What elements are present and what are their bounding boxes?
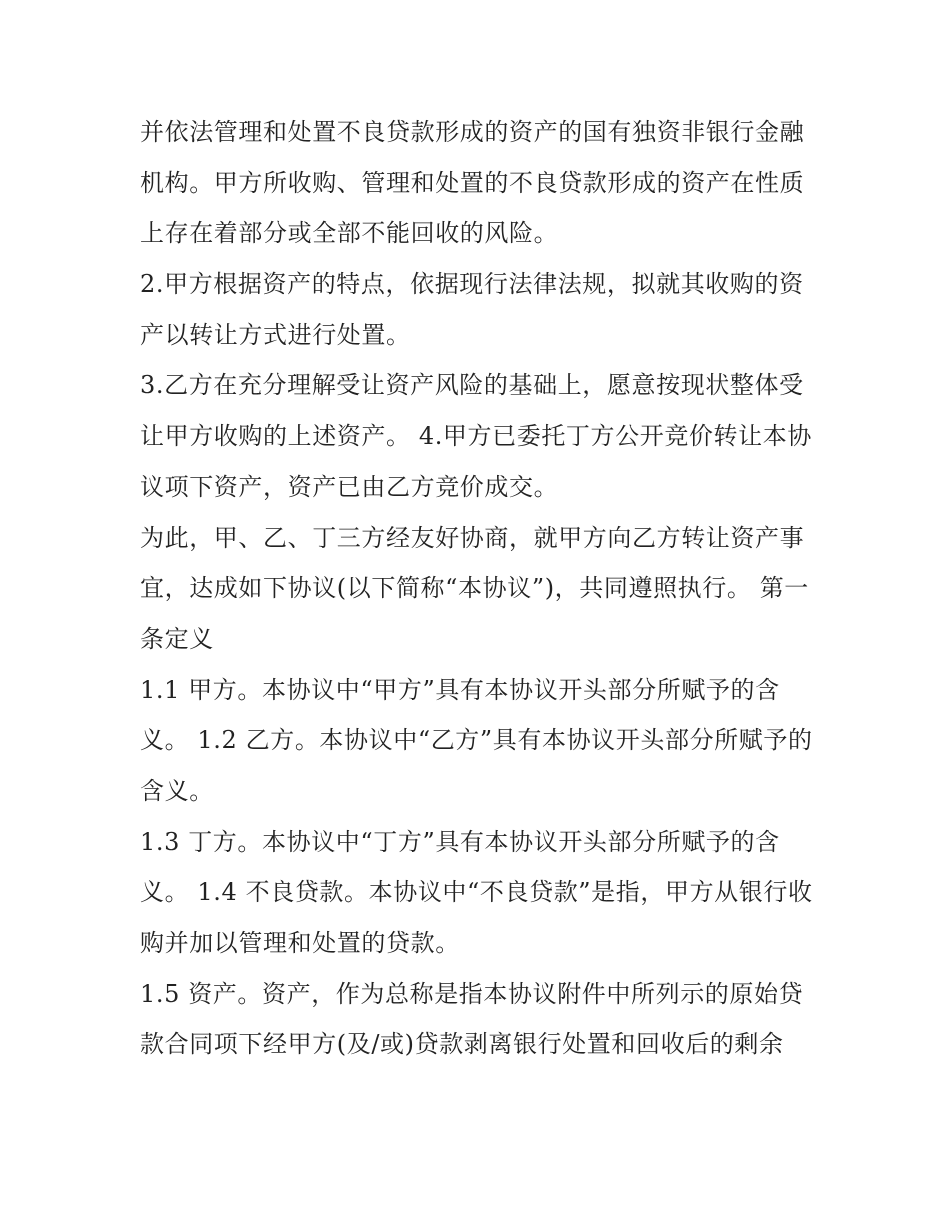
text-line: 款合同项下经甲方(及/或)贷款剥离银行处置和回收后的剩余 xyxy=(140,1030,784,1059)
document-body xyxy=(140,107,820,1070)
text-line: 让甲方收购的上述资产。 4.甲方已委托丁方公开竞价转让本协 xyxy=(140,422,812,451)
text-line: 购并加以管理和处置的贷款。 xyxy=(140,929,460,957)
text-line: 含义。 xyxy=(140,776,214,805)
text-line: 上存在着部分或全部不能回收的风险。 xyxy=(140,219,559,248)
text-line: 义。 1.2 乙方。本协议中“乙方”具有本协议开头部分所赋予的 xyxy=(140,726,813,755)
text-line: 为此，甲、乙、丁三方经友好协商，就甲方向乙方转让资产事 xyxy=(140,523,805,552)
text-line: 1.1 甲方。本协议中“甲方”具有本协议开头部分所赋予的含 xyxy=(140,675,780,704)
text-line: 1.5 资产。资产，作为总称是指本协议附件中所列示的原始贷 xyxy=(140,979,804,1008)
text-line: 机构。甲方所收购、管理和处置的不良贷款形成的资产在性质 xyxy=(140,168,805,197)
text-line: 1.3 丁方。本协议中“丁方”具有本协议开头部分所赋予的含 xyxy=(140,827,780,856)
text-line: 义。 1.4 不良贷款。本协议中“不良贷款”是指，甲方从银行收 xyxy=(140,878,813,907)
text-line: 并依法管理和处置不良贷款形成的资产的国有独资非银行金融 xyxy=(140,118,805,146)
text-line: 宜，达成如下协议(以下简称“本协议”)，共同遵照执行。 第一 xyxy=(140,574,809,603)
text-line: 产以转让方式进行处置。 xyxy=(140,320,411,349)
text-line: 3.乙方在充分理解受让资产风险的基础上，愿意按现状整体受 xyxy=(140,371,804,400)
text-line: 议项下资产，资产已由乙方竞价成交。 xyxy=(140,472,559,501)
text-line: 条定义 xyxy=(140,624,214,653)
text-line: 2.甲方根据资产的特点，依据现行法律法规，拟就其收购的资 xyxy=(140,270,804,299)
